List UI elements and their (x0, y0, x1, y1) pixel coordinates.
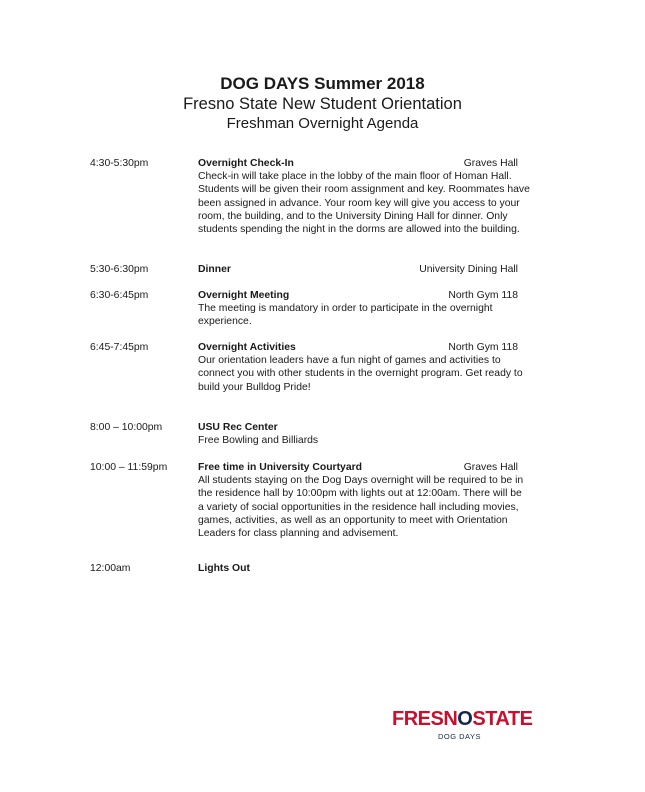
agenda-description: Our orientation leaders have a fun night of games and activities to connect you with other students in the overnight program. Get ready to build your Bulldog Pride! (198, 355, 523, 393)
agenda-item (90, 341, 530, 421)
agenda-time: 8:00 – 10:00pm (90, 422, 163, 433)
agenda-item (90, 263, 530, 289)
agenda-title: Dinner (198, 264, 231, 275)
logo-subtext: DOG DAYS (437, 732, 482, 741)
document-subtitle: Fresno State New Student Orientation (183, 95, 462, 113)
logo-wordmark: FRESNOSTATE (392, 708, 533, 730)
fresno-state-logo (392, 708, 533, 742)
logo-o-mark: O (457, 708, 473, 730)
agenda-location: Graves Hall (463, 158, 518, 169)
agenda-description: Free Bowling and Billiards (198, 435, 319, 447)
document-header (0, 74, 645, 134)
agenda-title: Lights Out (198, 563, 250, 574)
agenda-location: University Dining Hall (419, 264, 518, 275)
document-title: DOG DAYS Summer 2018 (220, 74, 425, 93)
agenda-title: Overnight Meeting (198, 290, 290, 301)
agenda-location: North Gym 118 (448, 342, 518, 353)
agenda-description: Check-in will take place in the lobby of the main floor of Homan Hall. Students will be given their room assignment and key. Roommates have been assigned in advance. Your room key will give you access to your room, the building, and to the University Dining Hall for dinner. Only students spending the night in the dorms are allowed into the building. (198, 171, 530, 235)
agenda-description: The meeting is mandatory in order to participate in the overnight experience. (198, 303, 493, 328)
agenda-item (90, 461, 530, 562)
agenda-item (90, 421, 530, 461)
agenda-time: 6:30-6:45pm (90, 290, 149, 301)
agenda-title: Overnight Activities (198, 342, 296, 353)
agenda-title: Overnight Check-In (198, 158, 294, 169)
agenda-time: 6:45-7:45pm (90, 342, 149, 353)
agenda-time: 4:30-5:30pm (90, 158, 149, 169)
agenda-time: 10:00 – 11:59pm (90, 462, 168, 473)
agenda-item (90, 157, 530, 263)
agenda-description: All students staying on the Dog Days overnight will be required to be in the residence hall by 10:00pm with lights out at 12:00am. There will be a variety of social opportunities in the residence hall including movies, games, activities, as well as an opportunity to meet with Orientation Leaders for class planning and advisement. (198, 475, 524, 539)
agenda-title: Free time in University Courtyard (198, 462, 362, 473)
agenda-item (90, 562, 530, 582)
agenda-location: Graves Hall (463, 462, 518, 473)
agenda-time: 12:00am (90, 563, 131, 574)
document-subtitle-agenda: Freshman Overnight Agenda (226, 115, 419, 132)
agenda-item (90, 289, 530, 341)
agenda-list (90, 157, 530, 582)
agenda-location: North Gym 118 (448, 290, 518, 301)
agenda-time: 5:30-6:30pm (90, 264, 149, 275)
agenda-title: USU Rec Center (198, 422, 278, 433)
